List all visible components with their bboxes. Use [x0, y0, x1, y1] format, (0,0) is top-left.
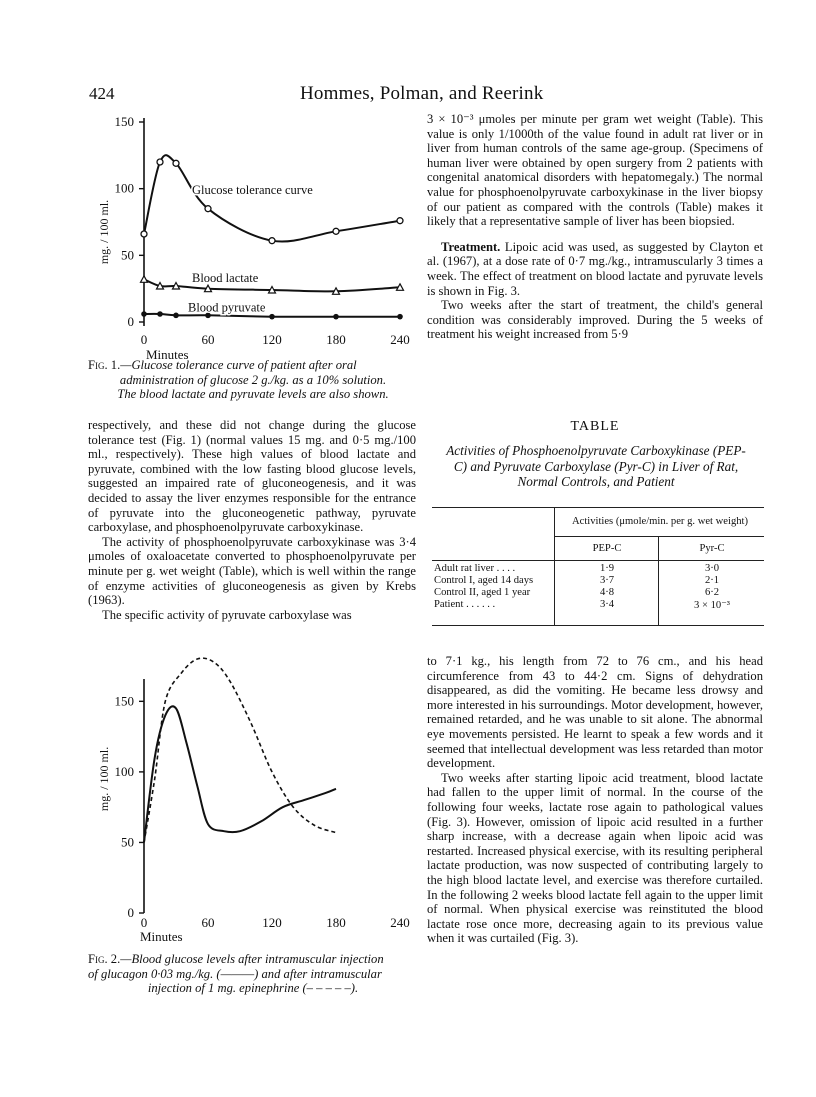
treatment-heading: Treatment. [441, 239, 501, 254]
y-tick-label: 50 [121, 247, 134, 263]
table-cell-pepc: 1·9 [599, 563, 615, 574]
x-tick-label: 60 [201, 332, 215, 347]
table-header-rule [432, 560, 764, 561]
glucagon-series-line [144, 706, 336, 842]
table-row-label: Adult rat liver . . . . [434, 563, 516, 574]
table-cell-pepc: 3·7 [599, 575, 615, 586]
data-point [157, 311, 163, 317]
running-header-authors: Hommes, Polman, and Reerink [300, 83, 544, 104]
x-tick-label: 60 [201, 915, 215, 930]
table-row-label: Patient . . . . . . [434, 599, 496, 610]
table-cell-pyrc: 2·1 [704, 575, 720, 586]
left-column-text [88, 418, 416, 622]
data-point [173, 313, 179, 319]
table-cell-pyrc: 3 × 10⁻³ [694, 600, 730, 611]
x-tick-label: 0 [140, 915, 148, 930]
table-top-rule [432, 507, 764, 508]
y-tick-label: 0 [127, 314, 134, 329]
left-paragraph-2: The activity of phosphoenolpyruvate carboxykinase was 3·4 μmoles of oxaloacetate converted to phosphoenolpyruvate per minute per g. wet weight (Table), which is well within the range of enzyme activities of gluconeogenesis as given by Krebs (1963). [88, 534, 416, 608]
right-column-upper-text [427, 112, 763, 342]
x-axis-label: Minutes [146, 347, 189, 360]
right-paragraph-4: to 7·1 kg., his length from 72 to 76 cm., and his head circumference from 43 to 44·2 cm. Signs of dehydration disappeared, as did the vomiting. He became less drowsy and more interested in his surroundings. Motor development, however, remained retarded, and he was unable to sit alone. The abnormal eye movements persisted. He learnt to speak a few words and it seemed that intellectual development was less retarded than motor development. [427, 654, 763, 771]
x-tick-label: 240 [390, 915, 410, 930]
fig2-caption-line1: —Blood glucose levels after intramuscular injection [120, 952, 384, 966]
figure-1-chart [86, 112, 416, 360]
fig2-caption-line2: of glucagon 0·03 mg./kg. (———) and after intramuscular [88, 966, 382, 981]
series-label: Blood lactate [192, 271, 259, 285]
x-tick-label: 120 [262, 332, 282, 347]
y-tick-label: 50 [121, 834, 134, 850]
y-tick-label: 100 [114, 763, 134, 779]
figure-2-chart [86, 655, 416, 943]
table-cell-pepc: 3·4 [599, 599, 615, 610]
x-tick-label: 180 [326, 332, 346, 347]
table-cell-pyrc: 3·0 [704, 563, 720, 574]
right-paragraph-2: Lipoic acid was used, as suggested by Clayton et al. (1967), at a dose rate of 0·7 mg./kg., intramuscularly 3 times a week. The effect of treatment on blood lactate and pyruvate levels is shown in Fig. 3. [427, 239, 763, 298]
fig1-caption-line3: The blood lactate and pyruvate levels are also shown. [117, 387, 389, 402]
figure-2-caption [88, 952, 418, 996]
right-paragraph-5: Two weeks after starting lipoic acid treatment, blood lactate had fallen to the upper limit of normal. In the course of the following four weeks, lactate rose again to pathological values (Fig. 3). However, omission of lipoic acid resulted in a further sharp increase, with a decrease again when lipoic acid was restarted. Increased physical exercise, with its resulting peripheral lactate production, was now suspected of contributing largely to the high blood lactate level, and exercise was therefore curtailed. In the following 2 weeks blood lactate fell again to the upper limit of normal. When physical exercise was reinstituted the blood lactate rose once more, decreasing again to its previous value when it was curtailed (Fig. 3). [427, 770, 763, 946]
x-tick-label: 0 [140, 332, 148, 347]
series-line [144, 155, 400, 241]
table-bottom-rule [432, 625, 764, 626]
left-paragraph-3: The specific activity of pyruvate carboxylase was [102, 607, 352, 622]
data-point [205, 206, 211, 212]
data-point [269, 314, 275, 320]
table-group-rule [554, 536, 764, 537]
data-point [397, 314, 403, 320]
data-point [157, 159, 163, 165]
series-label: Blood pyruvate [188, 300, 266, 315]
table-header-pyrc: Pyr-C [699, 543, 725, 554]
y-tick-label: 150 [114, 693, 134, 709]
y-axis-label: mg. / 100 ml. [97, 746, 111, 812]
right-column-lower-text [427, 654, 763, 946]
fig2-caption-label: Fig. 2. [88, 952, 121, 966]
x-tick-label: 180 [326, 915, 346, 930]
table-group-header: Activities (μmole/min. per g. wet weight) [571, 516, 749, 527]
table-row-label: Control I, aged 14 days [434, 575, 534, 586]
page-number: 424 [89, 84, 115, 103]
fig2-caption-line3: injection of 1 mg. epinephrine (– – – – –). [147, 981, 359, 996]
data-point [141, 276, 148, 283]
y-tick-label: 150 [114, 114, 134, 129]
fig1-caption-line1: —Glucose tolerance curve of patient after oral [120, 358, 357, 372]
fig1-caption-line2: administration of glucose 2 g./kg. as a 10% solution. [119, 372, 387, 387]
table-caption: Activities of Phosphoenolpyruvate Carboxykinase (PEP-C) and Pyruvate Carboxylase (Pyr-C) in Liver of Rat, Normal Controls, and Patient [446, 443, 746, 490]
data-point [141, 311, 147, 317]
table-cell-pepc: 4·8 [599, 587, 615, 598]
table-vertical-rule-2 [658, 537, 659, 625]
left-paragraph-1: respectively, and these did not change during the glucose tolerance test (Fig. 1) (normal values 15 mg. and 0·5 mg./100 ml., respectively). These high values of blood lactate and pyruvate, combined with the low fasting blood glucose levels, suggested an impaired rate of gluconeogenesis, and it was decided to assay the liver enzymes responsible for the entrance of pyruvate into the gluconeogenetic pathway, pyruvate carboxylase, and phosphoenolpyruvate carboxykinase. [88, 418, 416, 535]
table-title: TABLE [570, 419, 620, 434]
data-point [333, 314, 339, 320]
figure-1-caption [88, 358, 418, 402]
epinephrine-series-line [144, 658, 336, 842]
data-point [269, 238, 275, 244]
x-tick-label: 240 [390, 332, 410, 347]
table-header-pepc: PEP-C [592, 543, 622, 554]
y-tick-label: 100 [114, 180, 134, 196]
fig1-caption-label: Fig. 1. [88, 358, 121, 372]
data-point [397, 218, 403, 224]
y-axis-label: mg. / 100 ml. [97, 199, 111, 265]
y-tick-label: 0 [127, 905, 134, 920]
data-point [173, 160, 179, 166]
table-cell-pyrc: 6·2 [704, 587, 720, 598]
right-paragraph-3: Two weeks after the start of treatment, the child's general condition was considerably improved. During the 5 weeks of treatment his weight increased from 5·9 [427, 298, 763, 342]
x-axis-label: Minutes [140, 929, 183, 943]
right-paragraph-1: 3 × 10⁻³ μmoles per minute per gram wet weight (Table). This value is only 1/1000th of the value found in adult rat liver or in liver from human controls of the same age-group. (Specimens of human liver were obtained by open surgery from 2 patients with congenital anatomical disorders with hepatomegaly.) The normal value for phosphoenolpyruvate carboxykinase in the liver biopsy of our patient as compared with the controls (Table) makes it likely that a representative sample of liver has been biopsied. [427, 112, 763, 229]
data-point [333, 228, 339, 234]
table-row-label: Control II, aged 1 year [434, 587, 531, 598]
enzyme-activity-table [432, 507, 764, 639]
table-vertical-rule-1 [554, 507, 555, 625]
data-point [141, 231, 147, 237]
x-tick-label: 120 [262, 915, 282, 930]
series-label: Glucose tolerance curve [192, 183, 313, 197]
